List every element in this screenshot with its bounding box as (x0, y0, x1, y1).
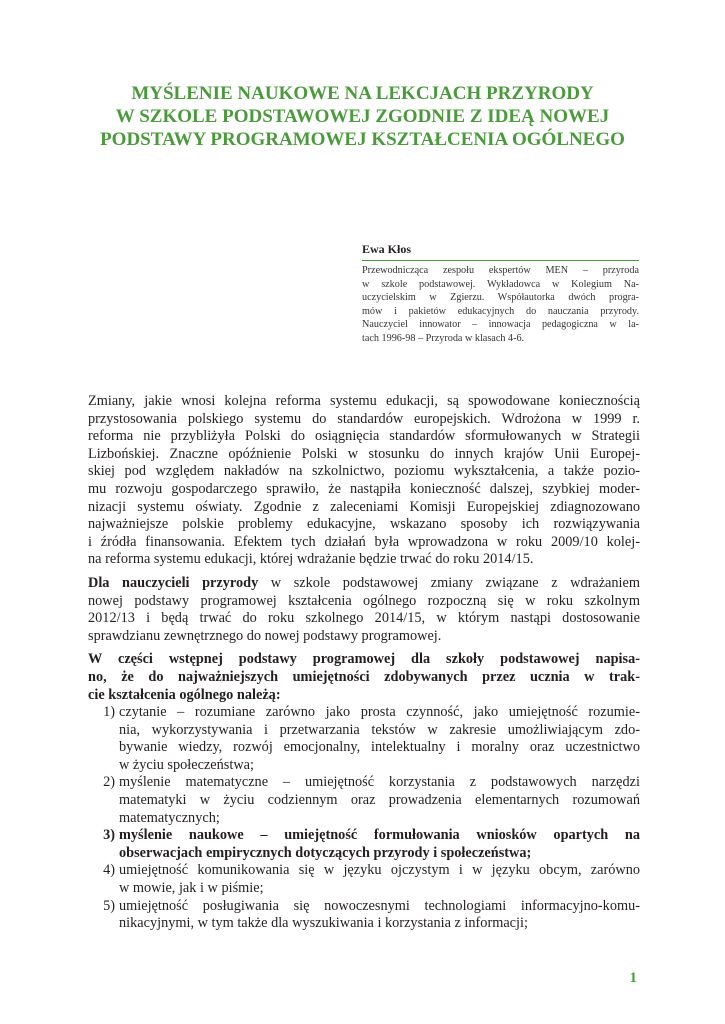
title-line: W SZKOLE PODSTAWOWEJ ZGODNIE Z IDEĄ NOWEJ (115, 106, 610, 127)
text-line: umiejętność posługiwania się nowoczesnymi technologiami informacyjno-komu- (119, 897, 640, 914)
text-line: przystosowania polskiego systemu do standardów europejskich. Wdrożona w 1999 r. (88, 410, 640, 427)
list-text (119, 827, 640, 862)
list-item (88, 704, 640, 774)
text-line: mu rozwoju gospodarczego sprawiło, że nastąpiła konieczność dalszej, szybkiej moder- (88, 480, 640, 497)
page-number: 1 (629, 970, 637, 986)
text-line: na reforma systemu edukacji, której wdrażanie będzie trwać do roku 2014/15. (88, 551, 534, 568)
text-line: i źródła finansowania. Efektem tych działań była wprowadzona w roku 2009/10 kolej- (88, 533, 640, 550)
author-box (362, 242, 639, 346)
list-number: 5) (103, 897, 115, 914)
bio-line: Nauczyciel innowator – innowacja pedagogiczna w la- (362, 319, 639, 331)
list-item (88, 862, 640, 897)
paragraph-3 (88, 651, 640, 704)
text-line: nikacyjnymi, w tym także dla wyszukiwania i korzystania z informacji; (119, 915, 528, 932)
paragraph-2 (88, 575, 640, 645)
article-title (0, 82, 725, 151)
text-line: cie kształcenia ogólnego należą: (88, 686, 281, 703)
text-line: no, że do najważniejszych umiejętności zdobywanych przez ucznia w trak- (88, 668, 640, 685)
list-item (88, 898, 640, 933)
bio-line: uczycielskim w Zgierzu. Współautorka dwóch progra- (362, 292, 639, 304)
bold-lead: Dla nauczycieli przyrody (88, 574, 259, 591)
text-line: skiej pod względem nakładów na szkolnictwo, poziomu wykształcenia, a także pozio- (88, 463, 640, 480)
skills-list (88, 704, 640, 933)
list-item (88, 774, 640, 827)
bio-line: mów i pakietów edukacyjnych do nauczania przyrody. (362, 305, 639, 317)
list-text (119, 774, 640, 827)
title-line: PODSTAWY PROGRAMOWEJ KSZTAŁCENIA OGÓLNEGO (100, 129, 625, 150)
text-line: umiejętność komunikowania się w języku ojczystym i w języku obcym, zarówno (119, 862, 640, 879)
text-line: w życiu społeczeństwa; (119, 756, 254, 773)
text-line: najważniejsze polskie problemy edukacyjne, wskazano sposoby ich rozwiązywania (88, 516, 640, 533)
text-line: myślenie naukowe – umiejętność formułowania wniosków opartych na (119, 827, 640, 844)
list-text (119, 898, 640, 933)
text-line: Lizbońskiej. Znaczne opóźnienie Polski w stosunku do innych krajów Unii Europej- (88, 445, 640, 462)
article-body (88, 393, 640, 933)
bio-line: w szkole podstawowej. Wykładowca w Kolegium Na- (362, 278, 639, 290)
text-line: 2012/13 i będą trwać do roku szkolnego 2014/15, w którym nastąpi dostosowanie (88, 610, 640, 627)
list-number: 1) (103, 704, 115, 721)
text-line: matematyki w życiu codziennym oraz prowadzenia elementarnych rozumowań (119, 792, 640, 809)
title-line: MYŚLENIE NAUKOWE NA LEKCJACH PRZYRODY (131, 83, 594, 104)
text-line: nizacji systemu oświaty. Zgodnie z zaleceniami Komisji Europejskiej zdiagnozowano (88, 498, 640, 515)
text-line: reforma nie przybliżyła Polski do osiągnięcia standardów sformułowanych w Strategii (88, 428, 640, 445)
text-line: czytanie – rozumiane zarówno jako prosta czynność, jako umiejętność rozumie- (119, 704, 640, 721)
list-number: 3) (103, 827, 115, 844)
text-line: myślenie matematyczne – umiejętność korzystania z podstawowych narzędzi (119, 774, 640, 791)
bio-line: Przewodnicząca zespołu ekspertów MEN – przyroda (362, 265, 639, 276)
list-number: 4) (103, 862, 115, 879)
paragraph-1 (88, 393, 640, 569)
list-number: 2) (103, 774, 115, 791)
list-item (88, 827, 640, 862)
author-name: Ewa Kłos (362, 242, 639, 261)
author-bio (362, 264, 639, 346)
text-line: nowej podstawy programowej kształcenia ogólnego rozpoczną się w roku szkolnym (88, 592, 640, 609)
text-line: nia, wykorzystywania i przetwarzania tekstów w zakresie umożliwiającym zdo- (119, 721, 640, 738)
text-line: matematycznych; (119, 809, 220, 826)
text-line: obserwacjach empirycznych dotyczących przyrody i społeczeństwa; (119, 844, 532, 861)
text-line: Zmiany, jakie wnosi kolejna reforma systemu edukacji, są spowodowane koniecznością (88, 393, 640, 409)
text-line (88, 575, 640, 593)
text-line: bywanie wiedzy, rozwój emocjonalny, intelektualny i moralny oraz uczestnictwo (119, 739, 640, 756)
text-line: sprawdzianu zewnętrznego do nowej podstawy programowej. (88, 627, 442, 644)
text-line: w mowie, jak i w piśmie; (119, 880, 264, 897)
bio-line: tach 1996-98 – Przyroda w klasach 4-6. (362, 332, 525, 344)
list-text (119, 704, 640, 774)
text-span: w szkole podstawowej zmiany związane z wdrażaniem (258, 574, 640, 591)
list-text (119, 862, 640, 897)
text-line: W części wstępnej podstawy programowej dla szkoły podstawowej napisa- (88, 651, 640, 668)
